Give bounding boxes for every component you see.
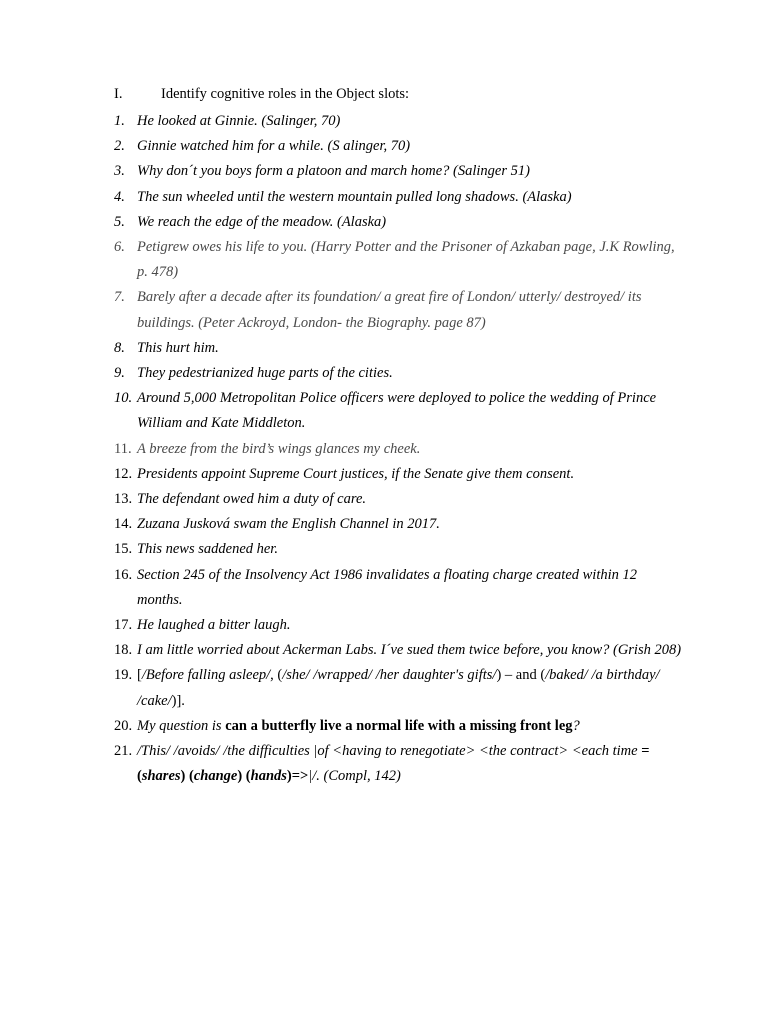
text-run: /baked/ /a birthday/ /cake/ <box>137 667 660 709</box>
list-item <box>114 185 684 210</box>
item-text: We reach the edge of the meadow. (Alaska) <box>137 213 387 230</box>
text-run: |/. (Compl, 142) <box>308 768 401 785</box>
item-text: A breeze from the bird’s wings glances my cheek. <box>137 440 421 457</box>
item-text: Around 5,000 Metropolitan Police officers were deployed to police the wedding of Prince William and Kate Middleton. <box>137 390 657 432</box>
heading-number: I. <box>114 86 123 102</box>
item-text: I am little worried about Ackerman Labs. I´ve sued them twice before, you know? (Grish 208) <box>137 642 682 659</box>
text-run: shares <box>141 768 181 785</box>
text-run: =( <box>137 743 650 785</box>
item-text: The defendant owed him a duty of care. <box>137 491 367 508</box>
item-number: 3. <box>114 163 125 180</box>
item-number: 13. <box>114 491 133 508</box>
list-item <box>114 714 684 739</box>
item-text: This news saddened her. <box>137 541 278 558</box>
text-run: [ <box>137 667 142 684</box>
list-item <box>114 663 684 713</box>
list-item <box>114 487 684 512</box>
list-item <box>114 739 684 789</box>
list-item <box>114 462 684 487</box>
item-number: 6. <box>114 239 125 256</box>
list-item <box>114 512 684 537</box>
list-item <box>114 563 684 613</box>
list-item <box>114 235 684 285</box>
text-run: ? <box>572 717 580 734</box>
list-item <box>114 361 684 386</box>
item-number: 8. <box>114 339 125 356</box>
item-number: 16. <box>114 566 133 583</box>
list-item <box>114 613 684 638</box>
item-text: Petigrew owes his life to you. (Harry Potter and the Prisoner of Azkaban page, J.K Rowling, p. 478) <box>137 239 675 281</box>
item-number: 4. <box>114 188 125 205</box>
item-number: 19. <box>114 667 133 684</box>
item-number: 20. <box>114 717 133 734</box>
list-item <box>114 134 684 159</box>
item-number: 15. <box>114 541 133 558</box>
text-run: )=> <box>286 768 309 785</box>
item-number: 21. <box>114 743 133 760</box>
item-text: Ginnie watched him for a while. (S alinger, 70) <box>137 138 411 155</box>
item-text: This hurt him. <box>137 339 219 356</box>
item-number: 2. <box>114 138 125 155</box>
list-item <box>114 638 684 663</box>
item-number: 18. <box>114 642 133 659</box>
item-text: Zuzana Jusková swam the English Channel in 2017. <box>137 516 440 533</box>
item-text: He laughed a bitter laugh. <box>137 617 291 634</box>
item-text: Section 245 of the Insolvency Act 1986 invalidates a floating charge created within 12 months. <box>137 566 638 608</box>
item-number: 10. <box>114 390 133 407</box>
item-number: 5. <box>114 213 125 230</box>
item-text: Why don´t you boys form a platoon and march home? (Salinger 51) <box>137 163 530 180</box>
text-run: ) ( <box>237 768 251 785</box>
item-number: 1. <box>114 113 125 129</box>
item-number: 17. <box>114 617 133 634</box>
item-number: 12. <box>114 465 133 482</box>
text-run: /Before falling asleep/ <box>141 667 271 684</box>
item-text: Barely after a decade after its foundation/ a great fire of London/ utterly/ destroyed/ its buildings. (Peter Ackroyd, London- the Biography. page 87) <box>137 289 642 331</box>
text-run: /This/ /avoids/ /the difficulties |of <having to renegotiate> <the contract> <each time <box>137 743 642 760</box>
item-text: He looked at Ginnie. (Salinger, 70) <box>137 113 341 129</box>
list-item <box>114 285 684 335</box>
list-item <box>114 437 684 462</box>
text-run: change <box>193 768 238 785</box>
text-run: )]. <box>171 692 185 709</box>
text-run: ) – and ( <box>496 667 546 684</box>
item-number: 9. <box>114 365 125 382</box>
list-item <box>114 537 684 562</box>
list-item <box>114 386 684 436</box>
heading-text: Identify cognitive roles in the Object slots: <box>161 86 410 102</box>
item-number: 11. <box>114 440 132 457</box>
list-item <box>114 109 684 134</box>
list-item <box>114 210 684 235</box>
list-item <box>114 336 684 361</box>
exercise-list <box>114 109 684 789</box>
text-run: My question is <box>137 717 226 734</box>
text-run: /she/ /wrapped/ /her daughter's gifts/ <box>282 667 497 684</box>
exercise-heading <box>114 84 409 104</box>
text-run: , ( <box>270 667 283 684</box>
text-run: ) ( <box>180 768 194 785</box>
item-text: The sun wheeled until the western mountain pulled long shadows. (Alaska) <box>137 188 572 205</box>
bold-question: can a butterfly live a normal life with a missing front leg <box>225 717 573 734</box>
item-number: 14. <box>114 516 133 533</box>
text-run: hands <box>250 768 287 785</box>
item-number: 7. <box>114 289 125 306</box>
item-text: They pedestrianized huge parts of the cities. <box>137 365 393 382</box>
item-text: Presidents appoint Supreme Court justices, if the Senate give them consent. <box>137 465 575 482</box>
list-item <box>114 159 684 184</box>
